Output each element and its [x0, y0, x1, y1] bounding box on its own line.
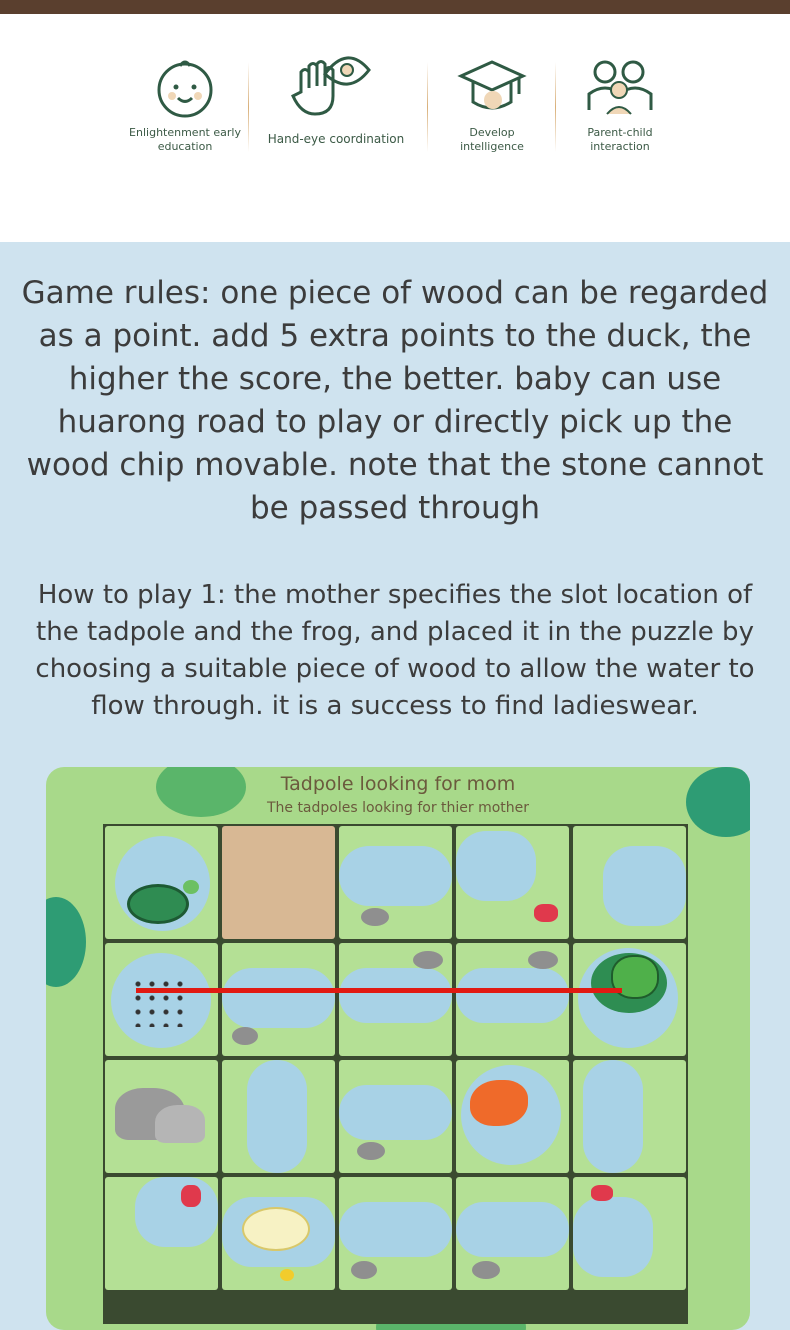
water-path [603, 846, 686, 926]
water-path [456, 1202, 569, 1257]
tile-frog[interactable] [573, 943, 686, 1056]
turtle-icon [127, 884, 189, 924]
tile-path[interactable] [573, 826, 686, 939]
game-rules-text: Game rules: one piece of wood can be regarded as a point. add 5 extra points to the duck, the higher the score, the better. baby can use huarong road to play or directly pick up the wood chip movable. note that the stone cannot be passed through [21, 275, 769, 526]
top-border [0, 0, 790, 14]
feature-label: Hand-eye coordination [267, 132, 405, 146]
divider [555, 62, 556, 152]
tile-path[interactable] [456, 1177, 569, 1290]
tile-path[interactable] [339, 826, 452, 939]
tile-tadpoles[interactable] [105, 943, 218, 1056]
water-path [583, 1060, 643, 1173]
tile-path[interactable] [339, 1060, 452, 1173]
tile-path[interactable] [573, 1177, 686, 1290]
feature-label: Enlightenment early [129, 126, 241, 139]
water-path [339, 1202, 452, 1257]
tile-grid [103, 824, 688, 1324]
tile-path[interactable] [456, 943, 569, 1056]
water-path [339, 1085, 452, 1140]
water-path [456, 831, 536, 901]
water-path [339, 968, 452, 1023]
stone-icon [357, 1142, 385, 1160]
flower-icon [591, 1185, 613, 1201]
turtle-head-icon [183, 880, 199, 894]
lily-pad-icon [46, 897, 86, 987]
stone-icon [528, 951, 558, 969]
empty-slot[interactable] [222, 826, 335, 939]
family-icon [585, 54, 655, 120]
rock-icon [155, 1105, 205, 1143]
feature-parent-child [570, 54, 670, 154]
feature-enlightenment [125, 54, 245, 154]
tile-path[interactable] [456, 826, 569, 939]
tile-path[interactable] [222, 1060, 335, 1173]
tile-path[interactable] [105, 1177, 218, 1290]
feature-label: Parent-child [587, 126, 653, 139]
flower-icon [181, 1185, 201, 1207]
water-path [222, 968, 335, 1028]
fish-icon [470, 1080, 528, 1126]
hand-eye-icon [291, 52, 381, 126]
feature-hand-eye [262, 52, 410, 146]
tile-duck[interactable] [222, 1177, 335, 1290]
feature-label: interaction [590, 140, 650, 153]
water-path [573, 1197, 653, 1277]
stone-icon [232, 1027, 258, 1045]
how-to-play-text: How to play 1: the mother specifies the slot location of the tadpole and the frog, and placed it in the puzzle by choosing a suitable piece of wood to allow the water to flow through. it is a success to find ladieswear. [35, 580, 755, 721]
stone-icon [361, 908, 389, 926]
water-path [135, 1177, 218, 1247]
tile-rock[interactable] [105, 1060, 218, 1173]
tile-turtle[interactable] [105, 826, 218, 939]
tile-fish[interactable] [456, 1060, 569, 1173]
tile-path[interactable] [573, 1060, 686, 1173]
duck-icon [242, 1207, 310, 1251]
board-title: Tadpole looking for mom [280, 773, 516, 795]
tile-path[interactable] [339, 943, 452, 1056]
flower-icon [534, 904, 558, 922]
stone-icon [472, 1261, 500, 1279]
solution-path-line [136, 988, 622, 993]
feature-label: intelligence [460, 140, 524, 153]
water-path [247, 1060, 307, 1173]
feature-intelligence [440, 54, 544, 154]
divider [427, 62, 428, 152]
divider [248, 62, 249, 152]
graduation-cap-icon [457, 54, 527, 120]
tile-path[interactable] [339, 1177, 452, 1290]
stone-icon [413, 951, 443, 969]
feature-label: Develop [469, 126, 515, 139]
instructions-panel [0, 242, 790, 1330]
puzzle-board-image [46, 767, 750, 1330]
duckling-icon [280, 1269, 294, 1281]
feature-label: education [157, 140, 213, 153]
water-path [456, 968, 569, 1023]
tile-path[interactable] [222, 943, 335, 1056]
board-subtitle: The tadpoles looking for thier mother [266, 800, 530, 816]
feature-strip [0, 14, 790, 242]
stone-icon [351, 1261, 377, 1279]
tadpoles-icon [131, 977, 191, 1027]
baby-face-icon [152, 54, 218, 120]
water-path [339, 846, 452, 906]
